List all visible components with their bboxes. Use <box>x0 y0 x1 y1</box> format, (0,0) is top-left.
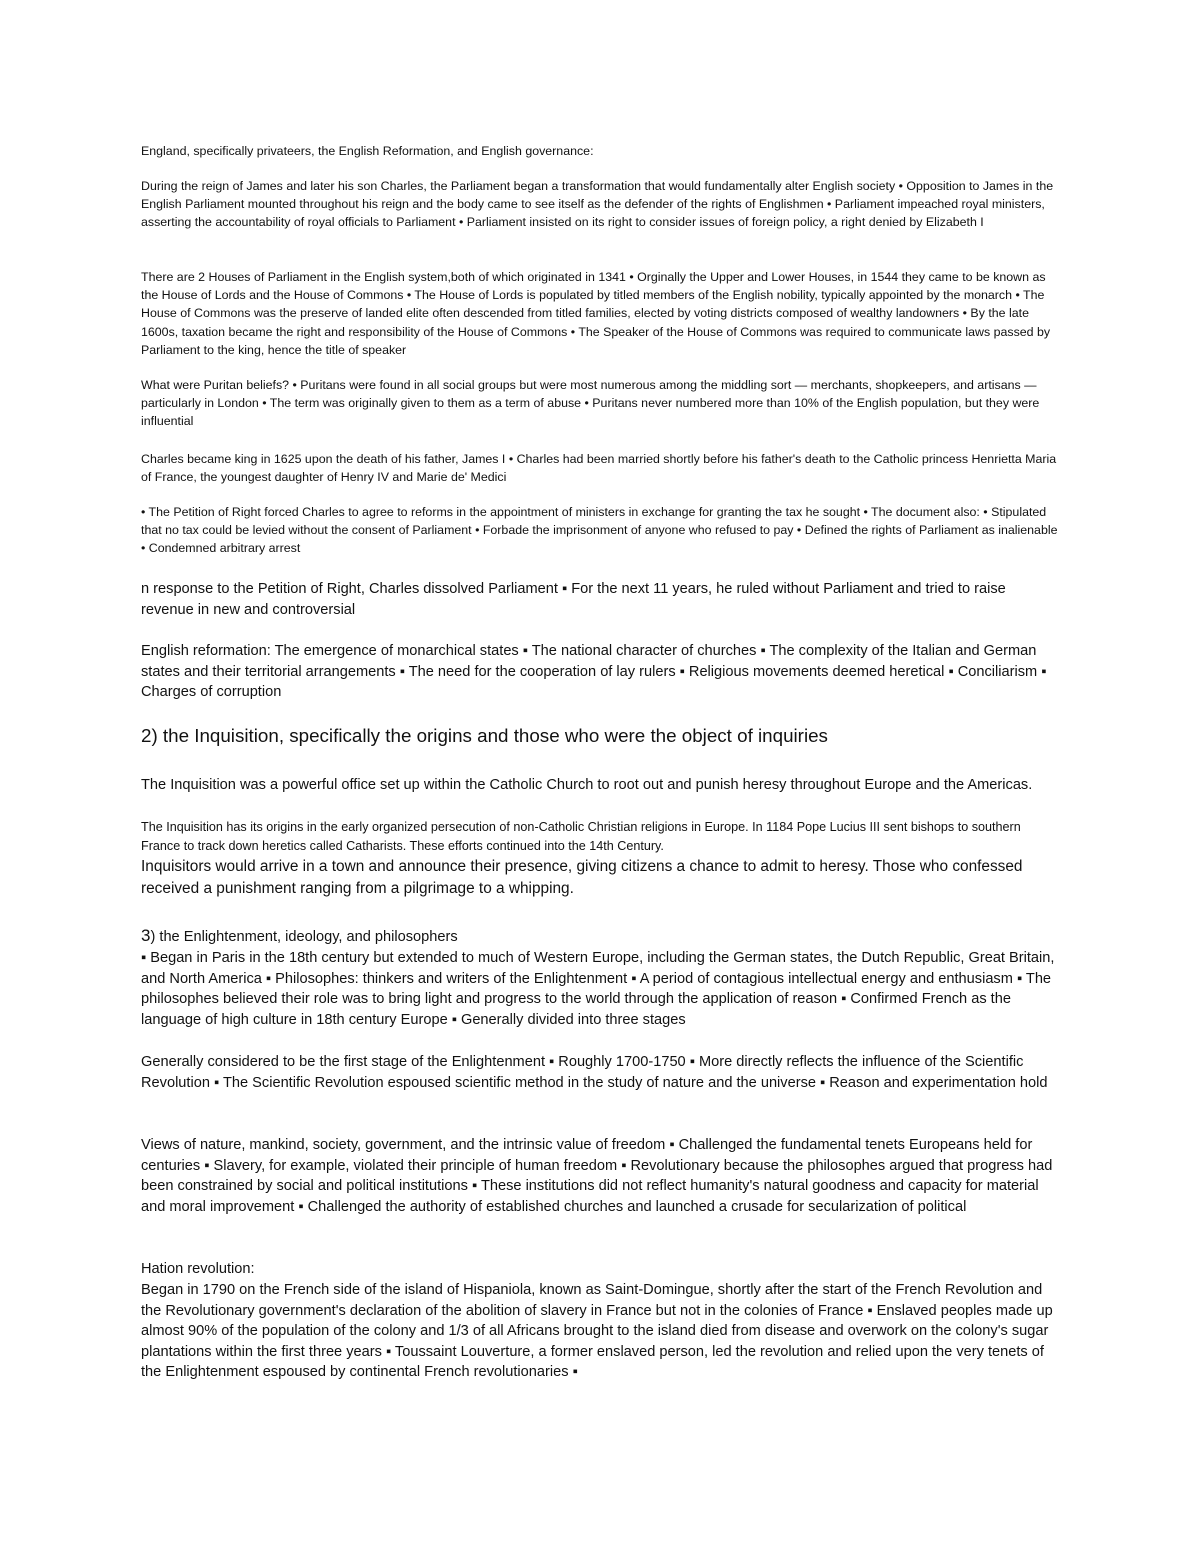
paragraph-james-parliament: During the reign of James and later his son Charles, the Parliament began a transformation that would fundamentally alter English society • Opposition to James in the English Parliament mounted throughout his reign and the body came to see itself as the defender of the rights of Englishmen • Parliament impeached royal ministers, asserting the accountability of royal officials to Parliament • Parliament insisted on its right to consider issues of foreign policy, a right denied by Elizabeth I <box>141 179 1054 230</box>
paragraph-first-stage: Generally considered to be the first stage of the Enlightenment ▪ Roughly 1700-1750 ▪ More directly reflects the influence of the Scientific Revolution ▪ The Scientific Revolution espoused scientific method in the study of nature and the universe ▪ Reason and experimentation hold <box>141 1054 1048 1091</box>
paragraph-views-of-nature: Views of nature, mankind, society, government, and the intrinsic value of freedom ▪ Challenged the fundamental tenets Europeans held for centuries ▪ Slavery, for example, violated their principle of human freedom ▪ Revolutionary because the philosophes argued that progress had been constrained by social and political institutions ▪ These institutions did not reflect humanity's natural goodness and capacity for material and moral improvement ▪ Challenged the authority of established churches and launched a crusade for secularization of political <box>141 1137 1053 1215</box>
heading-enlightenment-text: ) the Enlightenment, ideology, and philosophers <box>150 929 458 945</box>
paragraph-houses-of-parliament: There are 2 Houses of Parliament in the English system,both of which originated in 1341 • Orginally the Upper and Lower Houses, in 1544 they came to be known as the House of Lords and the House of Commons • The House of Lords is populated by titled members of the English nobility, typically appointed by the monarch • The House of Commons was the preserve of landed elite often descended from titled families, elected by voting districts composed of wealthy landowners • By the late 1600s, taxation became the right and responsibility of the House of Commons • The Speaker of the House of Commons was required to communicate laws passed by Parliament to the king, hence the title of speaker <box>141 270 1051 357</box>
section1-intro: England, specifically privateers, the English Reformation, and English governance: <box>141 144 594 158</box>
paragraph-petition-of-right: • The Petition of Right forced Charles to agree to reforms in the appointment of ministers in exchange for granting the tax he sought • The document also: • Stipulated that no tax could be levied without the consent of Parliament • Forbade the imprisonment of anyone who refused to pay • Defined the rights of Parliament as inalienable • Condemned arbitrary arrest <box>141 505 1058 556</box>
paragraph-haitian-revolution: Began in 1790 on the French side of the island of Hispaniola, known as Saint-Domingue, shortly after the start of the French Revolution and the Revolutionary government's declaration of the abolition of slavery in France but not in the colonies of France ▪ Enslaved peoples made up almost 90% of the population of the colony and 1/3 of all Africans brought to the island died from disease and overwork on the colony's sugar plantations within the first three years ▪ Toussaint Louverture, a former enslaved person, led the revolution and relied upon the very tenets of the Enlightenment espoused by continental French revolutionaries ▪ <box>141 1282 1053 1381</box>
paragraph-enlightenment-overview: ▪ Began in Paris in the 18th century but extended to much of Western Europe, including the German states, the Dutch Republic, Great Britain, and North America ▪ Philosophes: thinkers and writers of the Enlightenment ▪ A period of contagious intellectual energy and enthusiasm ▪ The philosophes believed their role was to bring light and progress to the world through the application of reason ▪ Confirmed French as the language of high culture in 18th century Europe ▪ Generally divided into three stages <box>141 950 1055 1028</box>
paragraph-english-reformation: English reformation: The emergence of monarchical states ▪ The national character of churches ▪ The complexity of the Italian and German states and their territorial arrangements ▪ The need for the cooperation of lay rulers ▪ Religious movements deemed heretical ▪ Conciliarism ▪ Charges of corruption <box>141 643 1047 701</box>
heading-enlightenment-number: 3 <box>141 926 151 945</box>
paragraph-dissolved-parliament: n response to the Petition of Right, Charles dissolved Parliament ▪ For the next 11 years, he ruled without Parliament and tried to raise revenue in new and controversial <box>141 581 1006 618</box>
paragraph-puritan-beliefs: What were Puritan beliefs? • Puritans were found in all social groups but were most numerous among the middling sort — merchants, shopkeepers, and artisans — particularly in London • The term was originally given to them as a term of abuse • Puritans never numbered more than 10% of the English population, but they were influential <box>141 378 1040 429</box>
paragraph-inquisitors: Inquisitors would arrive in a town and announce their presence, giving citizens a chance to admit to heresy. Those who confessed received a punishment ranging from a pilgrimage to a whipping. <box>141 858 1023 897</box>
paragraph-charles-king: Charles became king in 1625 upon the death of his father, James I • Charles had been married shortly before his father's death to the Catholic princess Henrietta Maria of France, the youngest daughter of Henry IV and Marie de' Medici <box>141 452 1057 485</box>
heading-haitian-revolution: Hation revolution: <box>141 1261 255 1277</box>
heading-enlightenment <box>141 926 1059 948</box>
heading-inquisition: 2) the Inquisition, specifically the origins and those who were the object of inquiries <box>141 725 828 746</box>
paragraph-inquisition-origins: The Inquisition has its origins in the early organized persecution of non-Catholic Christian religions in Europe. In 1184 Pope Lucius III sent bishops to southern France to track down heretics called Catharists. These efforts continued into the 14th Century. <box>141 820 1021 853</box>
paragraph-inquisition-office: The Inquisition was a powerful office set up within the Catholic Church to root out and punish heresy throughout Europe and the Americas. <box>141 777 1033 793</box>
